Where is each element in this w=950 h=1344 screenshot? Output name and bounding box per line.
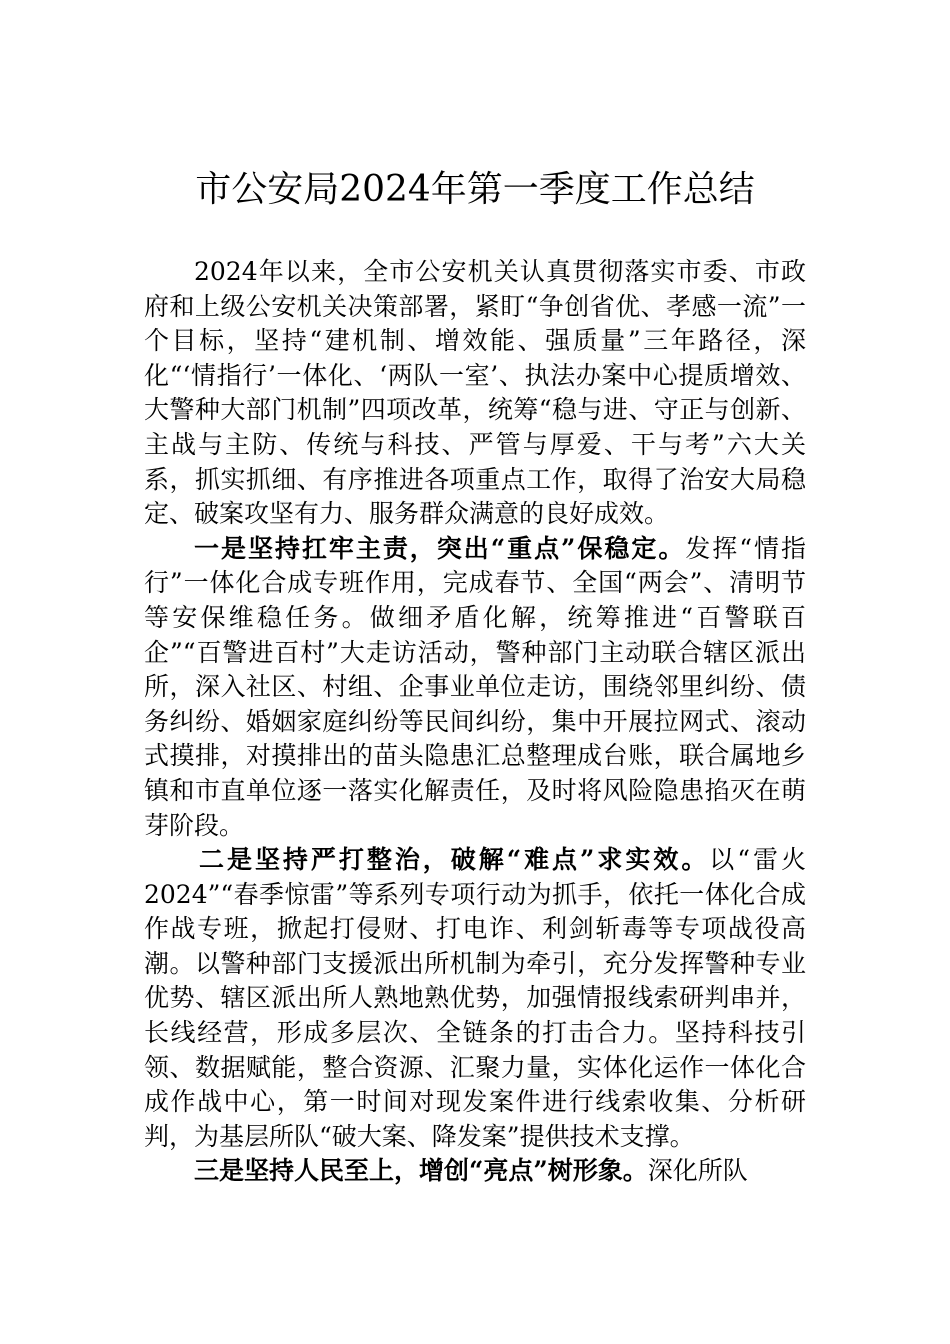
document-title: 市公安局2024年第一季度工作总结 <box>195 169 755 210</box>
paragraph-text: 发挥“情指行”一体化合成专班作用，完成春节、全国“两会”、清明节等安保维稳任务。做细矛盾化解，统筹推进“百警联百企”“百警进百村”大走访活动，警种部门主动联合辖区派出所，深入社区、村组、企事业单位走访，围绕邻里纠纷、债务纠纷、婚姻家庭纠纷等民间纠纷，集中开展拉网式、滚动式摸排，对摸排出的苗头隐患汇总整理成台账，联合属地乡镇和市直单位逐一落实化解责任，及时将风险隐患掐灭在萌芽阶段。 <box>144 533 806 840</box>
paragraph-text: 2024年以来，全市公安机关认真贯彻落实市委、市政府和上级公安机关决策部署，紧盯“争创省优、孝感一流”一个目标，坚持“建机制、增效能、强质量”三年路径，深化“‘情指行’一体化、‘两队一室’、执法办案中心提质增效、大警种大部门机制”四项改革，统筹“稳与进、守正与创新、主战与主防、传统与科技、严管与厚爱、干与考”六大关系，抓实抓细、有序推进各项重点工作，取得了治安大局稳定、破案攻坚有力、服务群众满意的良好成效。 <box>144 257 806 529</box>
paragraph-text: 深化所队 <box>647 1156 748 1186</box>
paragraph-text: 以“雷火2024”“春季惊雷”等系列专项行动为抓手，依托一体化合成作战专班，掀起打侵财、打电诈、利剑斩毒等专项战役高潮。以警种部门支援派出所机制为牵引，充分发挥警种专业优势、辖区派出所人熟地熟优势，加强情报线索研判串并，长线经营，形成多层次、全链条的打击合力。坚持科技引领、数据赋能，整合资源、汇聚力量，实体化运作一体化合成作战中心，第一时间对现发案件进行线索收集、分析研判，为基层所队“破大案、降发案”提供技术支撑。 <box>144 845 807 1151</box>
intro-paragraph <box>144 255 806 532</box>
section-paragraph-3 <box>144 1154 806 1189</box>
section-heading-2: 二是坚持严打整治，破解“难点”求实效。 <box>199 845 710 875</box>
section-heading-3: 三是坚持人民至上，增创“亮点”树形象。 <box>194 1156 648 1186</box>
document-body <box>144 255 806 1189</box>
section-heading-1: 一是坚持扛牢主责，突出“重点”保稳定。 <box>194 533 686 563</box>
section-paragraph-1 <box>144 532 806 843</box>
section-paragraph-2 <box>144 843 806 1154</box>
